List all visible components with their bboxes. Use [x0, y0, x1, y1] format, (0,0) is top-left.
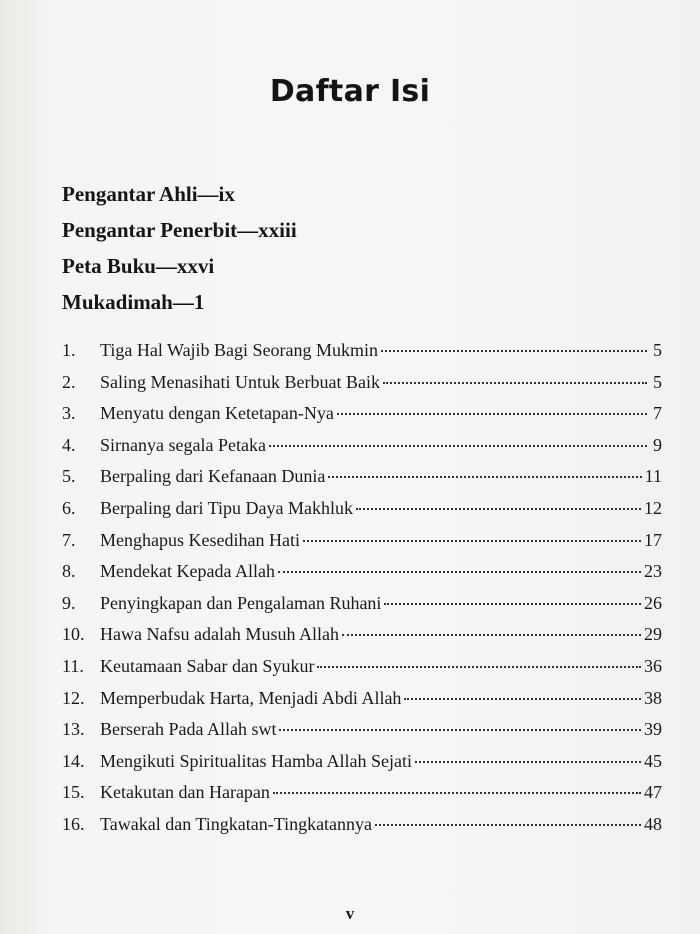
- dot-leader: [337, 413, 647, 415]
- toc-row: [62, 656, 662, 688]
- dot-leader: [317, 666, 641, 668]
- chapter-number: 3.: [62, 403, 76, 424]
- toc-row: [62, 340, 662, 372]
- toc-row: [62, 624, 662, 656]
- toc-row: [62, 435, 662, 467]
- front-matter-list: [62, 176, 662, 320]
- dot-leader: [375, 824, 641, 826]
- dot-leader: [415, 761, 641, 763]
- dot-leader: [269, 445, 647, 447]
- chapter-page: 12: [644, 497, 662, 518]
- front-matter-item: Mukadimah—1: [62, 290, 205, 314]
- chapter-number: 8.: [62, 561, 76, 582]
- chapter-page: 7: [653, 403, 662, 424]
- chapter-number: 9.: [62, 592, 76, 613]
- toc-row: [62, 751, 662, 783]
- chapter-page: 11: [644, 466, 662, 487]
- toc-row: [62, 498, 662, 530]
- chapter-number: 5.: [62, 466, 76, 487]
- dot-leader: [342, 634, 641, 636]
- chapter-page: 29: [644, 624, 662, 645]
- dot-leader: [328, 476, 641, 478]
- front-matter-item: Pengantar Penerbit—xxiii: [62, 218, 297, 242]
- dot-leader: [383, 382, 647, 384]
- chapter-title: Hawa Nafsu adalah Musuh Allah: [100, 624, 339, 645]
- chapter-page: 38: [644, 687, 662, 708]
- chapter-number: 15.: [62, 782, 85, 803]
- chapter-title: Tiga Hal Wajib Bagi Seorang Mukmin: [100, 340, 379, 360]
- dot-leader: [278, 571, 641, 573]
- toc-row: [62, 782, 662, 814]
- toc-row: [62, 561, 662, 593]
- toc-row: [62, 688, 662, 720]
- chapter-page: 45: [644, 750, 662, 771]
- dot-leader: [279, 729, 641, 731]
- chapter-page: 17: [644, 529, 662, 550]
- dot-leader: [381, 350, 647, 352]
- dot-leader: [404, 698, 641, 700]
- toc-row: [62, 814, 662, 846]
- chapter-title: Penyingkapan dan Pengalaman Ruhani: [100, 592, 382, 613]
- chapter-page: 5: [653, 340, 662, 360]
- chapter-title: Berpaling dari Tipu Daya Makhluk: [100, 497, 353, 518]
- chapter-number: 7.: [62, 529, 76, 550]
- chapter-title: Memperbudak Harta, Menjadi Abdi Allah: [100, 687, 402, 708]
- chapter-title: Mendekat Kepada Allah: [100, 561, 275, 582]
- chapter-page: 48: [644, 813, 662, 834]
- chapter-number: 2.: [62, 371, 76, 392]
- chapter-page: 39: [644, 719, 662, 740]
- toc-row: [62, 719, 662, 751]
- chapter-title: Saling Menasihati Untuk Berbuat Baik: [100, 371, 380, 392]
- chapter-title: Keutamaan Sabar dan Syukur: [100, 655, 315, 676]
- chapter-title: Sirnanya segala Petaka: [100, 434, 266, 455]
- chapter-number: 6.: [62, 497, 76, 518]
- dot-leader: [273, 792, 641, 794]
- chapter-number: 1.: [62, 340, 76, 360]
- page-title: Daftar Isi: [269, 74, 431, 109]
- chapter-page: 26: [644, 592, 662, 613]
- toc-row: [62, 593, 662, 625]
- chapter-page: 36: [644, 655, 662, 676]
- chapter-title: Menghapus Kesedihan Hati: [100, 529, 300, 550]
- dot-leader: [356, 508, 641, 510]
- chapter-number: 13.: [62, 719, 85, 740]
- chapter-number: 10.: [62, 624, 85, 645]
- chapter-page: 47: [644, 782, 662, 803]
- chapter-title: Ketakutan dan Harapan: [100, 782, 270, 803]
- toc-row: [62, 372, 662, 404]
- front-matter-item: Peta Buku—xxvi: [62, 254, 215, 278]
- chapter-title: Tawakal dan Tingkatan-Tingkatannya: [100, 813, 373, 834]
- front-matter-item: Pengantar Ahli—ix: [62, 182, 235, 206]
- dot-leader: [384, 603, 641, 605]
- chapter-number: 4.: [62, 434, 76, 455]
- chapter-number: 11.: [62, 655, 84, 676]
- chapter-number: 14.: [62, 750, 85, 771]
- chapter-page: 5: [653, 371, 662, 392]
- chapter-page: 23: [644, 561, 662, 582]
- chapter-page: 9: [653, 434, 662, 455]
- chapter-number: 12.: [62, 687, 85, 708]
- chapter-list: [62, 340, 662, 846]
- dot-leader: [303, 540, 641, 542]
- toc-row: [62, 466, 662, 498]
- chapter-title: Berserah Pada Allah swt: [100, 719, 277, 740]
- chapter-title: Berpaling dari Kefanaan Dunia: [100, 466, 326, 487]
- toc-row: [62, 403, 662, 435]
- chapter-title: Menyatu dengan Ketetapan-Nya: [100, 403, 334, 424]
- chapter-title: Mengikuti Spiritualitas Hamba Allah Sejati: [100, 750, 412, 771]
- chapter-number: 16.: [62, 813, 85, 834]
- page-number: v: [345, 904, 355, 923]
- toc-row: [62, 530, 662, 562]
